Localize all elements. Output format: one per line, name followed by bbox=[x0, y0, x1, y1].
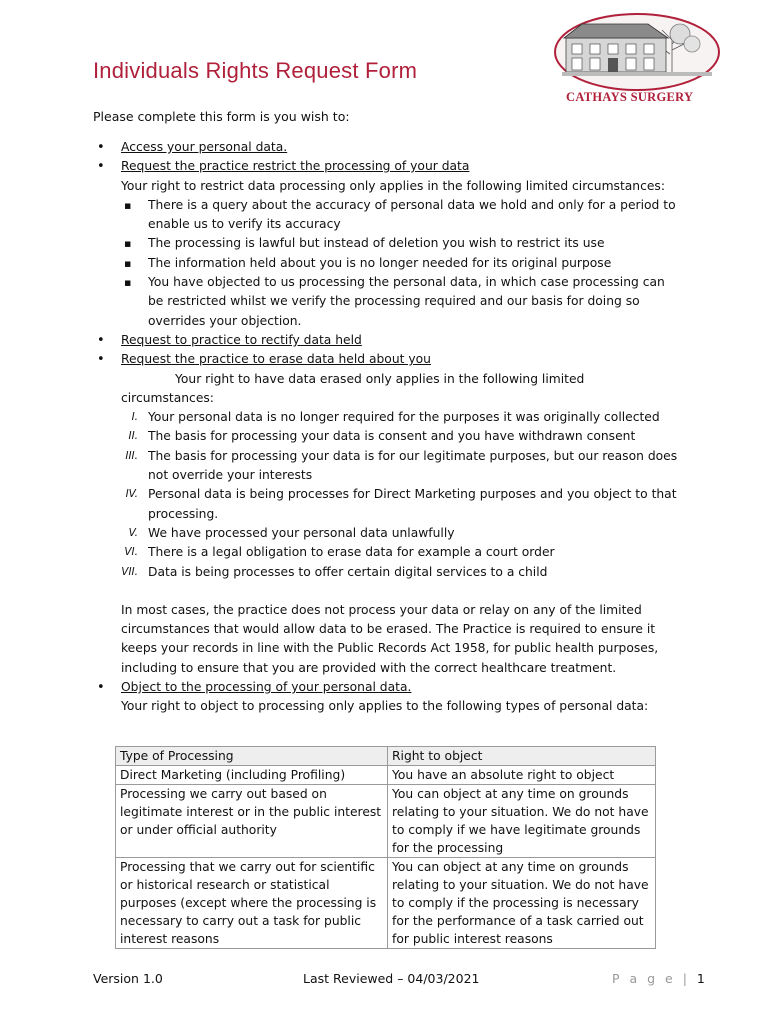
page-number: 1 bbox=[696, 971, 705, 986]
rectify-option: Request to practice to rectify data held bbox=[121, 332, 362, 347]
table-cell: Processing we carry out based on legitimate interest or in the public interest or under official authority bbox=[116, 785, 388, 858]
erase-point-text: The basis for processing your data is consent and you have withdrawn consent bbox=[148, 429, 636, 444]
erase-description-cont: circumstances: bbox=[121, 390, 214, 405]
erase-point bbox=[93, 524, 683, 543]
erase-point-text: Personal data is being processes for Direct Marketing purposes and you object to that processing. bbox=[148, 487, 677, 521]
restrict-point: ▪ There is a query about the accuracy of personal data we hold and only for a period to enable us to verify its accuracy bbox=[93, 196, 683, 235]
erase-point bbox=[93, 427, 683, 446]
table-row bbox=[116, 766, 656, 785]
restrict-point: ▪ The information held about you is no longer needed for its original purpose bbox=[93, 254, 683, 273]
table-cell: You can object at any time on grounds relating to your situation. We do not have to comply if the processing is necessary for the performance of a task carried out for public interest reasons bbox=[388, 858, 656, 949]
erase-point-text: Your personal data is no longer required for the purposes it was originally collected bbox=[148, 410, 660, 425]
roman-numeral: VII. bbox=[121, 565, 138, 578]
page-title: Individuals Rights Request Form bbox=[93, 58, 418, 83]
list-item-access bbox=[93, 138, 683, 157]
footer-last-reviewed: Last Reviewed – 04/03/2021 bbox=[303, 971, 480, 986]
erase-point bbox=[93, 447, 683, 486]
erase-point bbox=[93, 485, 683, 524]
restrict-description: Your right to restrict data processing only applies in the following limited circumstances: bbox=[121, 178, 665, 193]
footer-version: Version 1.0 bbox=[93, 971, 163, 986]
erase-option: Request the practice to erase data held about you bbox=[121, 352, 431, 367]
footer-page-indicator bbox=[612, 971, 705, 986]
object-option: Object to the processing of your personal data. bbox=[121, 680, 412, 695]
erase-note: In most cases, the practice does not process your data or relay on any of the limited circumstances that would allow data to be erased. The Practice is required to ensure it keeps your records in line with the Public Records Act 1958, for public health purposes, including to ensure that you are provided with the correct healthcare treatment. bbox=[121, 602, 659, 675]
table-cell: You have an absolute right to object bbox=[388, 766, 656, 785]
access-option: Access your personal data. bbox=[121, 140, 288, 154]
list-item-rectify bbox=[93, 331, 683, 350]
erase-point-text: There is a legal obligation to erase data for example a court order bbox=[148, 545, 555, 560]
restrict-option: Request the practice restrict the processing of your data bbox=[121, 159, 470, 174]
restrict-point: ▪ You have objected to us processing the personal data, in which case processing can be restricted whilst we verify the processing required and our basis for doing so overrides your objection. bbox=[93, 273, 683, 331]
erase-point bbox=[93, 408, 683, 427]
table-cell: You can object at any time on grounds relating to your situation. We do not have to comply if we have legitimate grounds for the processing bbox=[388, 785, 656, 858]
table-row bbox=[116, 858, 656, 949]
list-item-erase bbox=[93, 350, 683, 369]
list-item-restrict bbox=[93, 157, 683, 176]
spacer bbox=[93, 582, 683, 601]
roman-numeral: I. bbox=[131, 411, 138, 424]
logo-text: CATHAYS SURGERY bbox=[566, 90, 694, 104]
page-label: P a g e | bbox=[612, 971, 690, 986]
roman-numeral: IV. bbox=[125, 488, 138, 501]
column-header: Right to object bbox=[388, 747, 656, 766]
object-description: Your right to object to processing only applies to the following types of personal data: bbox=[121, 699, 649, 714]
roman-numeral: III. bbox=[125, 449, 138, 462]
roman-numeral: VI. bbox=[124, 546, 138, 559]
table-header-row bbox=[116, 747, 656, 766]
roman-numeral: II. bbox=[128, 430, 138, 443]
table-cell: Processing that we carry out for scientific or historical research or statistical purposes (except where the processing is necessary to carry out a task for public interest reasons bbox=[116, 858, 388, 949]
processing-table bbox=[115, 746, 656, 949]
intro-text: Please complete this form is you wish to: bbox=[93, 109, 350, 124]
erase-point bbox=[93, 543, 683, 562]
table-row bbox=[116, 785, 656, 858]
erase-description: Your right to have data erased only applies in the following limited bbox=[175, 371, 585, 386]
erase-point-text: We have processed your personal data unlawfully bbox=[148, 525, 455, 540]
table-cell: Direct Marketing (including Profiling) bbox=[116, 766, 388, 785]
restrict-point: ▪ The processing is lawful but instead of deletion you wish to restrict its use bbox=[93, 234, 683, 253]
erase-point-text: The basis for processing your data is for our legitimate purposes, but our reason does not override your interests bbox=[148, 448, 678, 483]
roman-numeral: V. bbox=[128, 526, 138, 539]
request-list bbox=[93, 138, 683, 717]
erase-point bbox=[93, 563, 683, 582]
column-header: Type of Processing bbox=[116, 747, 388, 766]
list-item-object bbox=[93, 678, 683, 697]
erase-point-text: Data is being processes to offer certain digital services to a child bbox=[148, 564, 548, 579]
